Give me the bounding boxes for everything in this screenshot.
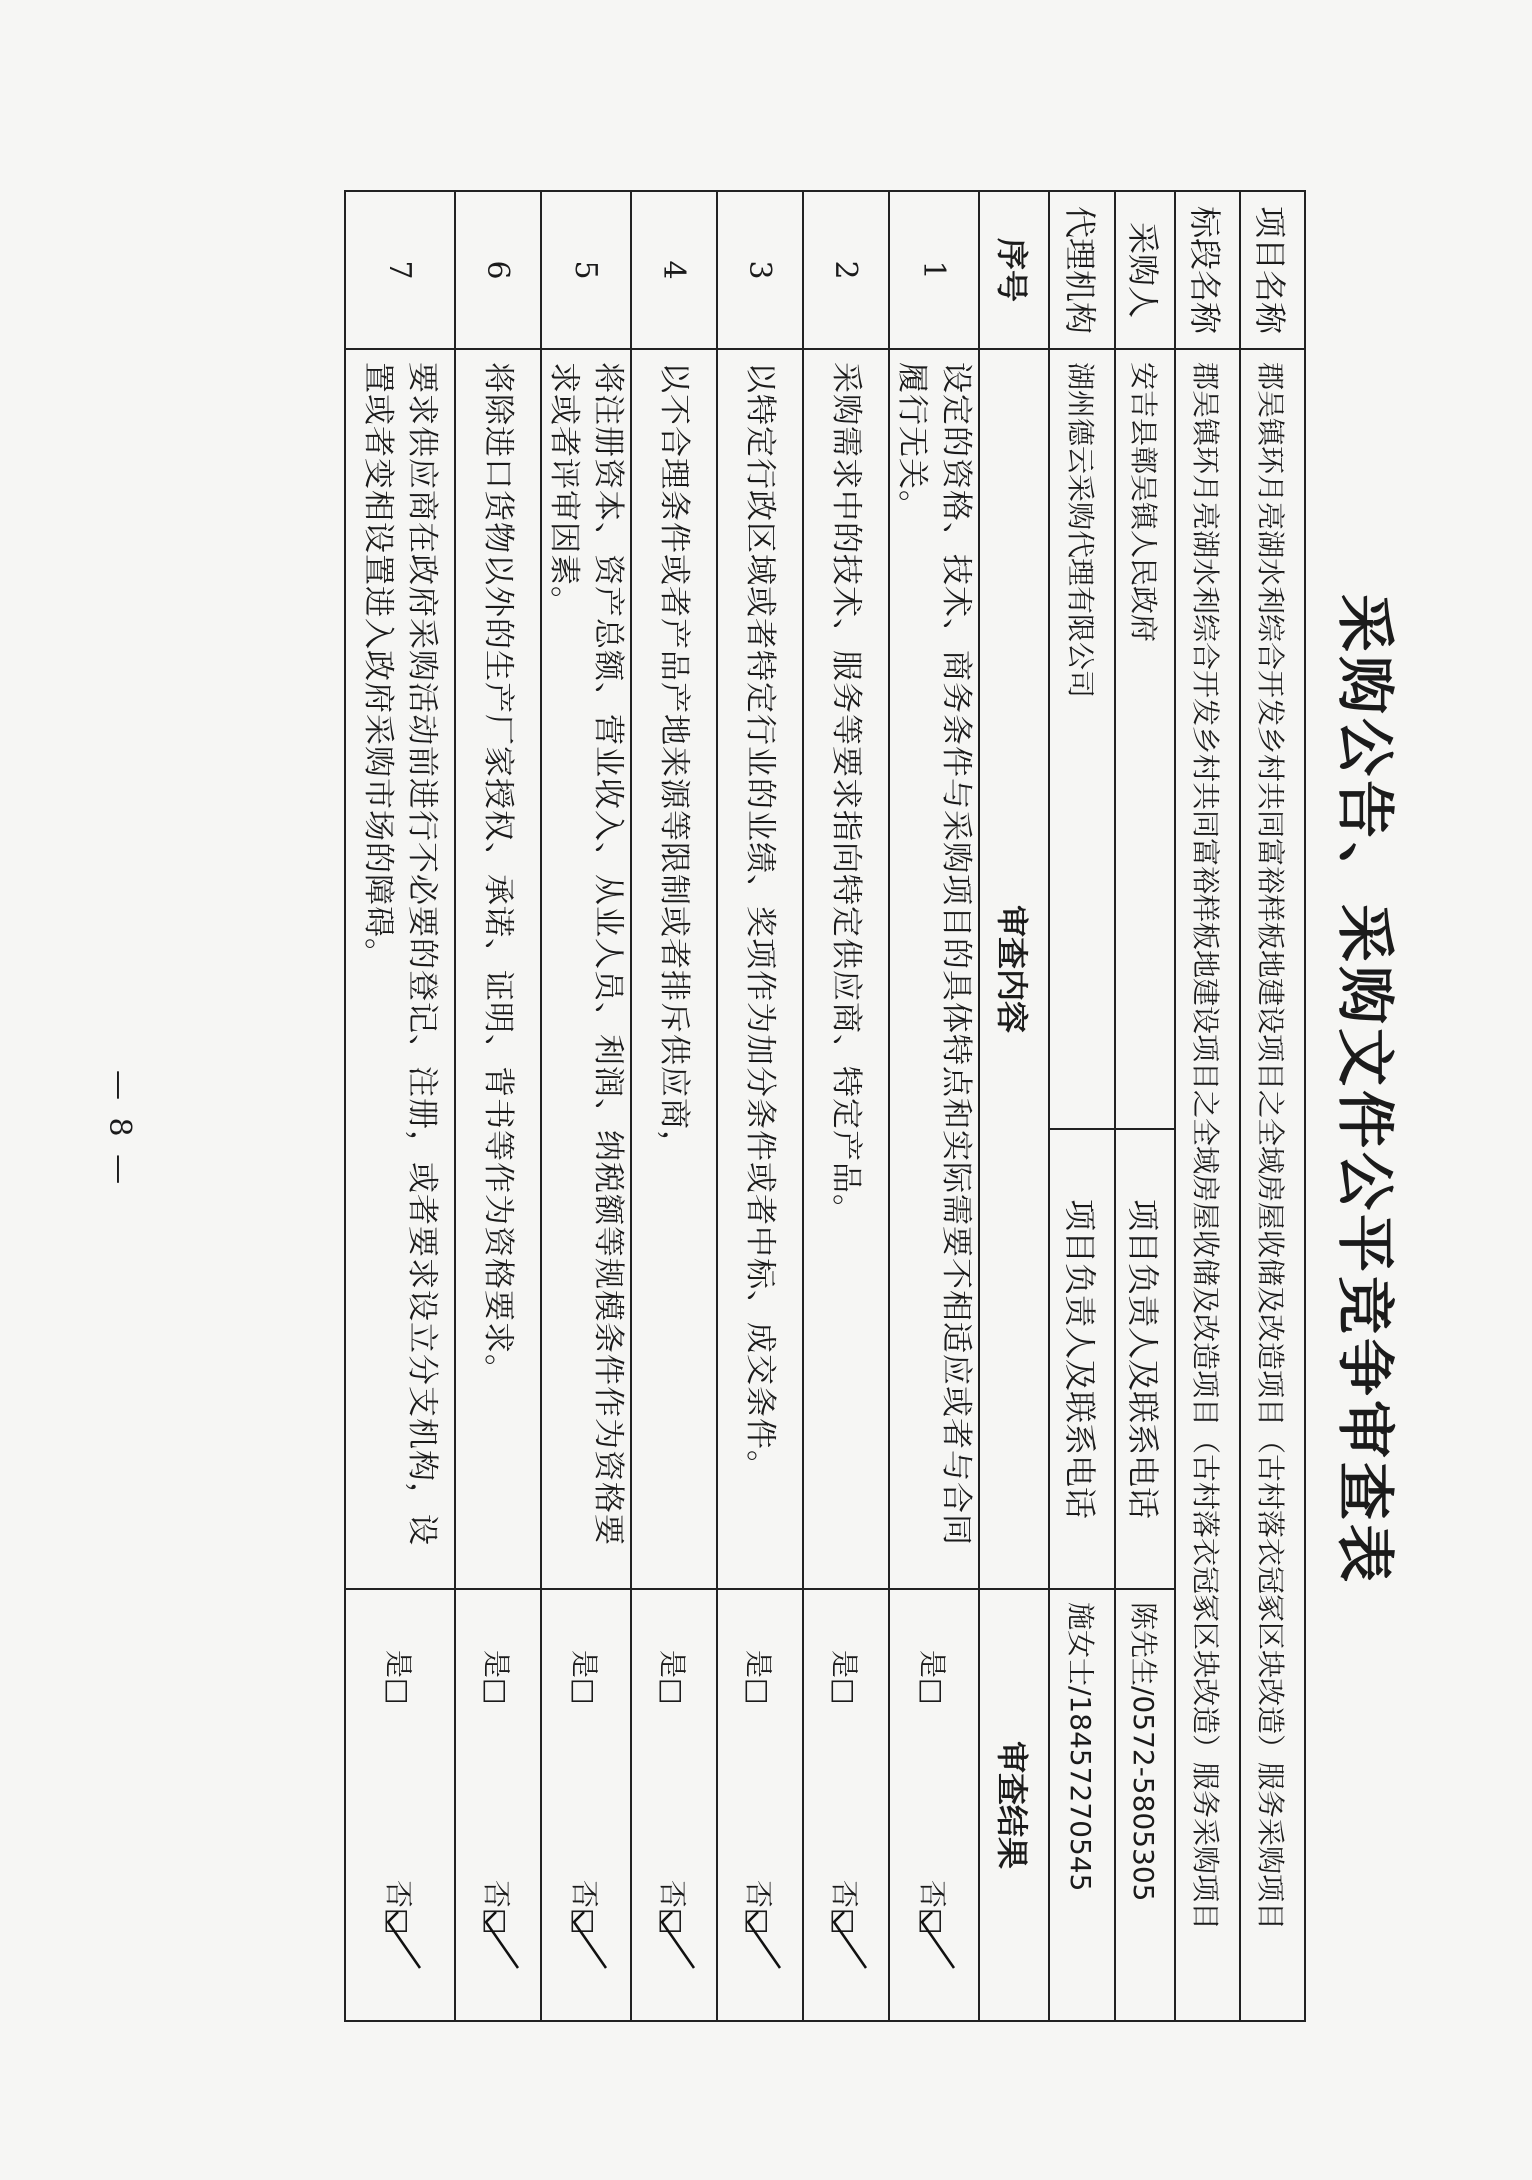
table-row [541,191,631,2021]
row-result [631,1589,717,2021]
handwritten-check-icon [744,1910,784,1970]
row-number: 6 [455,191,541,349]
yes-checkbox[interactable]: 是□ [828,1650,861,1705]
row-number: 1 [889,191,979,349]
row-number: 7 [345,191,455,349]
row-number: 4 [631,191,717,349]
document-title: 采购公告、采购文件公平竞争审查表 [1331,593,1399,1586]
handwritten-check-icon [918,1910,958,1970]
yes-checkbox[interactable]: 是□ [382,1650,415,1705]
yes-checkbox[interactable]: 是□ [568,1650,601,1705]
purchaser-label: 采购人 [1115,191,1175,349]
row-content: 将注册资本、资产总额、营业收入、从业人员、利润、纳税额等规模条件作为资格要求或者评审因素。 [541,349,631,1589]
no-checkbox[interactable]: 否□ [828,1880,861,1935]
purchaser-value: 安吉县鄣吴镇人民政府 [1115,349,1175,1129]
yes-checkbox[interactable]: 是□ [916,1650,949,1705]
table-row [631,191,717,2021]
project-name-value: 郡吴镇环月亮湖水利综合开发乡村共同富裕样板地建设项目之全域房屋收储及改造项目（古村落衣冠冢区块改造）服务采购项目 [1240,349,1305,2021]
agency-label: 代理机构 [1049,191,1115,349]
agency-contact-value: 施女士/18457270545 [1049,1589,1115,2021]
header-no: 序号 [979,191,1049,349]
row-result [803,1589,889,2021]
lot-name-row [1175,191,1240,2021]
page-number: — 8 — [102,1070,137,1189]
table-row [455,191,541,2021]
table-row [345,191,455,2021]
row-result [889,1589,979,2021]
handwritten-check-icon [482,1910,522,1970]
row-result [541,1589,631,2021]
row-content: 要求供应商在政府采购活动前进行不必要的登记、注册，或者要求设立分支机构，设置或者变相设置进入政府采购市场的障碍。 [345,349,455,1589]
no-checkbox[interactable]: 否□ [382,1880,415,1935]
review-table [978,190,1306,2022]
purchaser-contact-label: 项目负责人及联系电话 [1115,1129,1175,1589]
row-content: 设定的资格、技术、商务条件与采购项目的具体特点和实际需要不相适应或者与合同履行无关。 [889,349,979,1589]
row-result [345,1589,455,2021]
table-header-row [979,191,1049,2021]
handwritten-check-icon [658,1910,698,1970]
no-checkbox[interactable]: 否□ [742,1880,775,1935]
row-number: 5 [541,191,631,349]
no-checkbox[interactable]: 否□ [656,1880,689,1935]
review-items-table [344,190,980,2022]
agency-value: 湖州德云采购代理有限公司 [1049,349,1115,1129]
row-content: 采购需求中的技术、服务等要求指向特定供应商、特定产品。 [803,349,889,1589]
handwritten-check-icon [570,1910,610,1970]
agency-row [1049,191,1115,2021]
row-result [717,1589,803,2021]
no-checkbox[interactable]: 否□ [568,1880,601,1935]
yes-checkbox[interactable]: 是□ [656,1650,689,1705]
table-row [889,191,979,2021]
handwritten-check-icon [384,1910,424,1970]
table-row [803,191,889,2021]
row-number: 2 [803,191,889,349]
header-result: 审查结果 [979,1589,1049,2021]
row-number: 3 [717,191,803,349]
handwritten-check-icon [830,1910,870,1970]
no-checkbox[interactable]: 否□ [480,1880,513,1935]
lot-name-label: 标段名称 [1175,191,1240,349]
review-items [345,191,979,2021]
row-content: 以不合理条件或者产品产地来源等限制或者排斥供应商， [631,349,717,1589]
yes-checkbox[interactable]: 是□ [742,1650,775,1705]
no-checkbox[interactable]: 否□ [916,1880,949,1935]
row-content: 以特定行政区域或者特定行业的业绩、奖项作为加分条件或者中标、成交条件。 [717,349,803,1589]
row-content: 将除进口货物以外的生产厂家授权、承诺、证明、背书等作为资格要求。 [455,349,541,1589]
purchaser-contact-value: 陈先生/0572-5805305 [1115,1589,1175,2021]
project-name-label: 项目名称 [1240,191,1305,349]
table-row [717,191,803,2021]
project-name-row [1240,191,1305,2021]
agency-contact-label: 项目负责人及联系电话 [1049,1129,1115,1589]
purchaser-row [1115,191,1175,2021]
lot-name-value: 郡吴镇环月亮湖水利综合开发乡村共同富裕样板地建设项目之全域房屋收储及改造项目（古村落衣冠冢区块改造）服务采购项目 [1175,349,1240,2021]
yes-checkbox[interactable]: 是□ [480,1650,513,1705]
header-content: 审查内容 [979,349,1049,1589]
row-result [455,1589,541,2021]
